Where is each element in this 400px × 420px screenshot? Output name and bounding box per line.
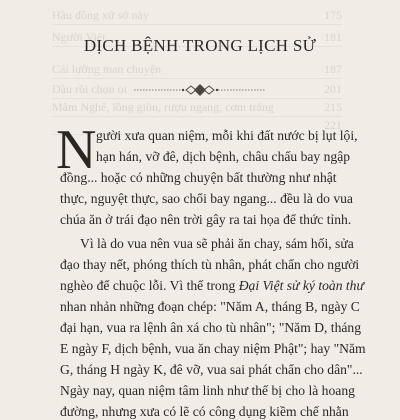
body-line: đường, nhưng xưa có lẽ có công dụng kiềm chế nhằn [60, 404, 349, 419]
ghost-toc-text: Hầu đồng xứ sở này [52, 8, 149, 22]
ghost-toc-line [52, 62, 342, 79]
ornament-divider-icon [130, 82, 270, 98]
body-line [60, 278, 364, 294]
body-line: Ngày nay, quan niệm tâm linh như thế bị cho là hoang [60, 383, 355, 398]
body-line: hạn hán, vỡ đê, dịch bệnh, châu chấu bay ngập [96, 149, 351, 164]
ghost-toc-num: 215 [324, 100, 342, 114]
ghost-toc-line [52, 8, 342, 25]
book-title-italic: Đại Việt sử ký toàn thư [238, 278, 364, 293]
body-line: chúa ăn ở trái đạo nên trời gây ra tai họa để thức tỉnh. [60, 212, 352, 227]
ghost-toc-num: 221 [324, 118, 342, 132]
drop-cap: N [56, 119, 97, 181]
body-line: đại hạn, vua ra lệnh ân xá cho tù nhân"; "Năm D, tháng [60, 320, 362, 335]
body-line: thực, nguyệt thực, sao chổi bay ngang... đều là do vua [60, 191, 353, 206]
bleed-through-toc [0, 0, 400, 130]
chapter-title: DỊCH BỆNH TRONG LỊCH SỬ [83, 36, 317, 55]
ghost-toc-num: 187 [324, 62, 342, 76]
body-text: nghèo để chuộc lỗi. Vì thế trong [60, 278, 239, 293]
body-line: E ngày F, dịch bệnh, vua ăn chay niệm Phật"; hay "Năm [60, 341, 366, 356]
ghost-toc-text: Người Việt... [52, 30, 115, 44]
body-line: Vì là do vua nên vua sẽ phải ăn chay, sám hối, sửa [80, 236, 354, 251]
body-line: G, tháng H ngày K, đê vỡ, vua sai phát chẩn cho dân"... [60, 362, 363, 377]
ghost-toc-text: Dầu rồi chọn oi [52, 82, 127, 96]
ghost-toc-line [52, 100, 342, 117]
ghost-toc-text: Cái lưỡng man chuyện [52, 62, 162, 76]
ghost-toc-num: 201 [324, 82, 342, 96]
body-line: đạo thay nết, phóng thích tù nhân, phát chẩn cho người [60, 257, 360, 272]
ghost-toc-text: Mâm Nghê, lồng giòn, rượu ngang, cơm trắng [52, 100, 274, 114]
body-line: đồng... hoặc có những chuyện bất thường như nhật [60, 170, 337, 185]
ghost-toc-num: 181 [324, 30, 342, 44]
body-line: gười xưa quan niệm, mỗi khi đất nước bị lụt lội, [96, 128, 358, 143]
ghost-toc-num: 175 [324, 8, 342, 22]
body-line: nhan nhản những đoạn chép: "Năm A, tháng B, ngày C [60, 299, 360, 314]
